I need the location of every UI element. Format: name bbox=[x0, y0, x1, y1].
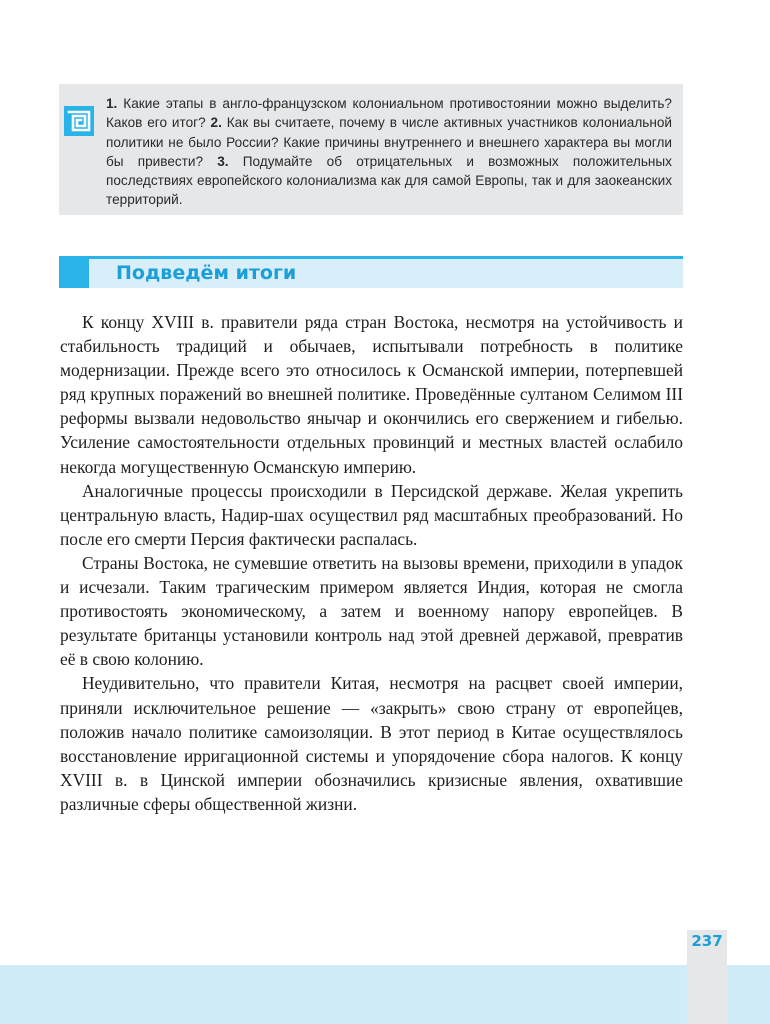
questions-text bbox=[106, 94, 672, 210]
section-heading bbox=[59, 256, 683, 288]
heading-top-rule bbox=[89, 256, 683, 259]
section-title: Подведём итоги bbox=[116, 262, 297, 284]
questions-box bbox=[59, 84, 683, 215]
question-1-text: Какие этапы в англо-французском колониальном противостоянии можно выделить? Каков его итог? bbox=[106, 96, 672, 131]
question-block-icon bbox=[64, 106, 94, 136]
question-3-number: 3. bbox=[217, 153, 229, 169]
question-2-number: 2. bbox=[210, 115, 222, 131]
main-text bbox=[60, 310, 683, 816]
paragraph: К концу XVIII в. правители ряда стран Востока, несмотря на устойчивость и стабильность традиций и обычаев, испытывали потребность в политике модернизации. Прежде всего это относилось к Османской империи, потерпевшей ряд крупных поражений во внешней политике. Проведённые султаном Селимом III реформы вызвали недовольство янычар и окончились его свержением и гибелью. Усиление самостоятельности отдельных провинций и местных властей ослабило некогда могущественную Османскую империю. bbox=[60, 312, 683, 477]
paragraph: Страны Востока, не сумевшие ответить на вызовы времени, приходили в упадок и исчезали. Таким трагическим примером является Индия, которая не смогла противостоять экономическому, а затем и военному напору европейцев. В результате британцы установили контроль над этой древней державой, превратив её в свою колонию. bbox=[60, 552, 683, 670]
question-1-number: 1. bbox=[106, 96, 118, 111]
paragraph: Неудивительно, что правители Китая, несмотря на расцвет своей империи, приняли исключительное решение — «закрыть» свою страну от европейцев, положив начало политике самоизоляции. В этот период в Китае осуществлялось восстановление ирригационной системы и упорядочение сбора налогов. К концу XVIII в. в Цинской империи обозначились кризисные явления, охватившие различные сферы общественной жизни. bbox=[60, 673, 683, 814]
question-3-text: Подумайте об отрицательных и возможных положительных последствиях европейского колониализма как для самой Европы, так и для заокеанских территорий. bbox=[106, 153, 672, 208]
page-number: 237 bbox=[691, 932, 723, 950]
question-2-text: Как вы считаете, почему в числе активных участников колониальной политики не было России? Какие причины внутреннего и внешнего характера вы могли бы привести? bbox=[106, 115, 672, 169]
page-number-tab bbox=[687, 930, 727, 1024]
paragraph: Аналогичные процессы происходили в Персидской державе. Желая укрепить центральную власть, Надир-шах осуществил ряд масштабных преобразований. Но после его смерти Персия фактически распалась. bbox=[60, 480, 683, 549]
footer-band bbox=[0, 965, 770, 1024]
heading-accent-block bbox=[59, 256, 89, 288]
